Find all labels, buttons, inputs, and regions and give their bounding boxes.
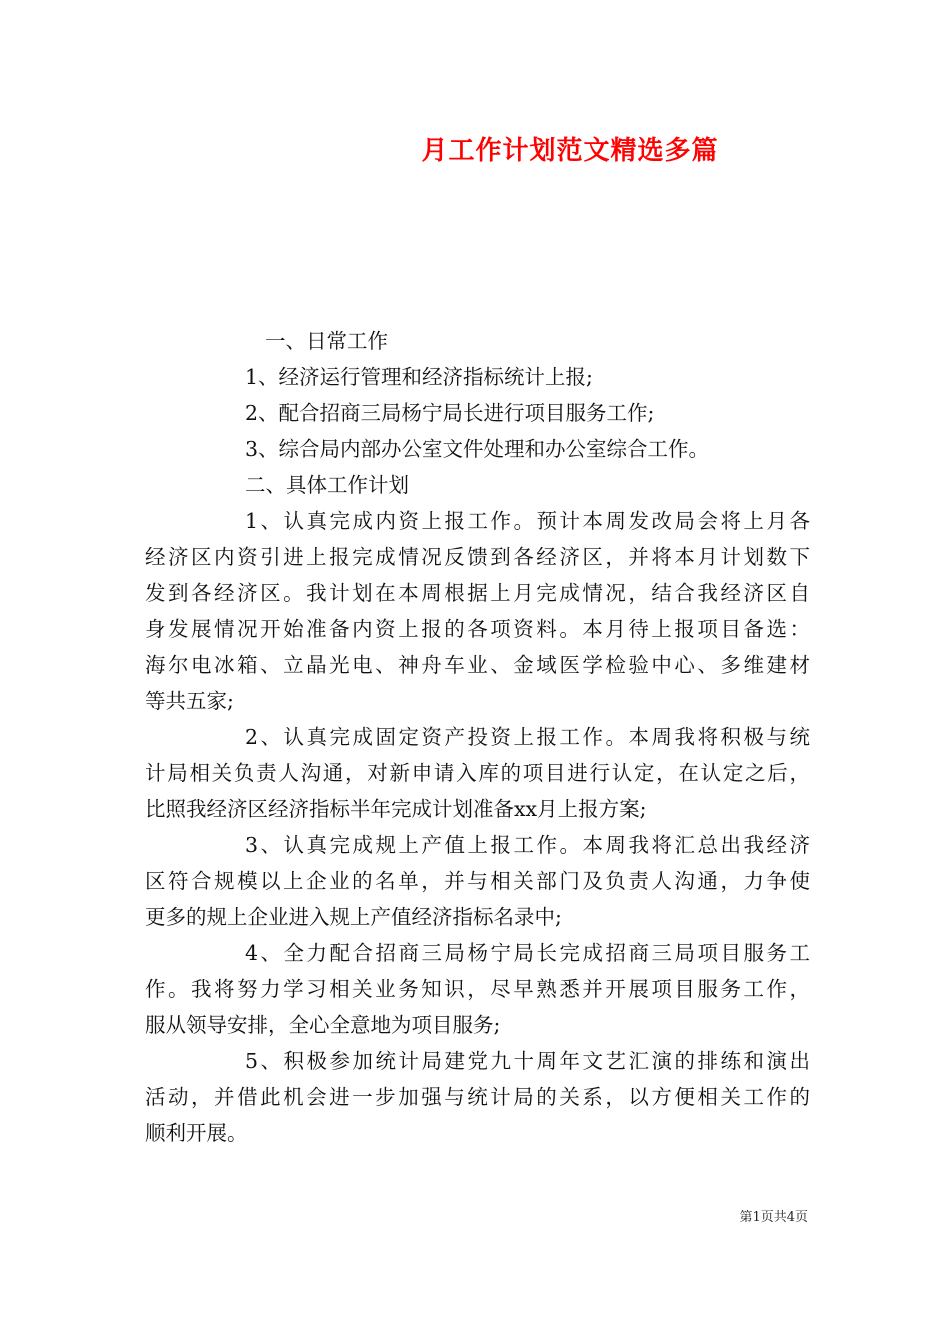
paragraph-line: 海尔电冰箱、立晶光电、神舟车业、金域医学检验中心、多维建材 xyxy=(145,653,810,677)
document-body xyxy=(145,323,810,1151)
paragraph-line: 3、认真完成规上产值上报工作。本周我将汇总出我经济 xyxy=(245,833,810,857)
page-number-footer: 第1页共4页 xyxy=(739,1210,808,1225)
paragraph-line: 身发展情况开始准备内资上报的各项资料。本月待上报项目备选： xyxy=(145,617,810,641)
section-heading-daily-work: 一、日常工作 xyxy=(265,329,388,353)
paragraph-line: 服从领导安排，全心全意地为项目服务; xyxy=(145,1013,501,1037)
document-title: 月工作计划范文精选多篇 xyxy=(421,136,719,166)
paragraph-line: 更多的规上企业进入规上产值经济指标名录中; xyxy=(145,905,562,929)
daily-work-item-1: 1、经济运行管理和经济指标统计上报; xyxy=(245,365,593,389)
plan-paragraph-3 xyxy=(145,827,810,935)
paragraph-line: 4、全力配合招商三局杨宁局长完成招商三局项目服务工 xyxy=(245,941,810,965)
section-heading-work-plan: 二、具体工作计划 xyxy=(245,473,409,497)
paragraph-line: 活动，并借此机会进一步加强与统计局的关系，以方便相关工作的 xyxy=(145,1085,810,1109)
paragraph-line: 顺利开展。 xyxy=(145,1121,248,1145)
paragraph-line: 经济区内资引进上报完成情况反馈到各经济区，并将本月计划数下 xyxy=(145,545,810,569)
plan-paragraph-1 xyxy=(145,503,810,719)
paragraph-line: 2、认真完成固定资产投资上报工作。本周我将积极与统 xyxy=(245,725,810,749)
plan-paragraph-2 xyxy=(145,719,810,827)
daily-work-item-2: 2、配合招商三局杨宁局长进行项目服务工作; xyxy=(245,401,655,425)
plan-paragraph-5 xyxy=(145,1043,810,1151)
paragraph-line: 发到各经济区。我计划在本周根据上月完成情况，结合我经济区自 xyxy=(145,581,810,605)
paragraph-line: 作。我将努力学习相关业务知识，尽早熟悉并开展项目服务工作， xyxy=(145,977,810,1001)
daily-work-item-3: 3、综合局内部办公室文件处理和办公室综合工作。 xyxy=(245,437,710,461)
plan-paragraph-4 xyxy=(145,935,810,1043)
paragraph-line: 比照我经济区经济指标半年完成计划准备xx月上报方案; xyxy=(145,797,647,821)
paragraph-line: 5、积极参加统计局建党九十周年文艺汇演的排练和演出 xyxy=(245,1049,810,1073)
paragraph-line: 等共五家; xyxy=(145,689,234,713)
paragraph-line: 计局相关负责人沟通，对新申请入库的项目进行认定，在认定之后， xyxy=(145,761,810,785)
paragraph-line: 区符合规模以上企业的名单，并与相关部门及负责人沟通，力争使 xyxy=(145,869,810,893)
paragraph-line: 1、认真完成内资上报工作。预计本周发改局会将上月各 xyxy=(245,509,810,533)
